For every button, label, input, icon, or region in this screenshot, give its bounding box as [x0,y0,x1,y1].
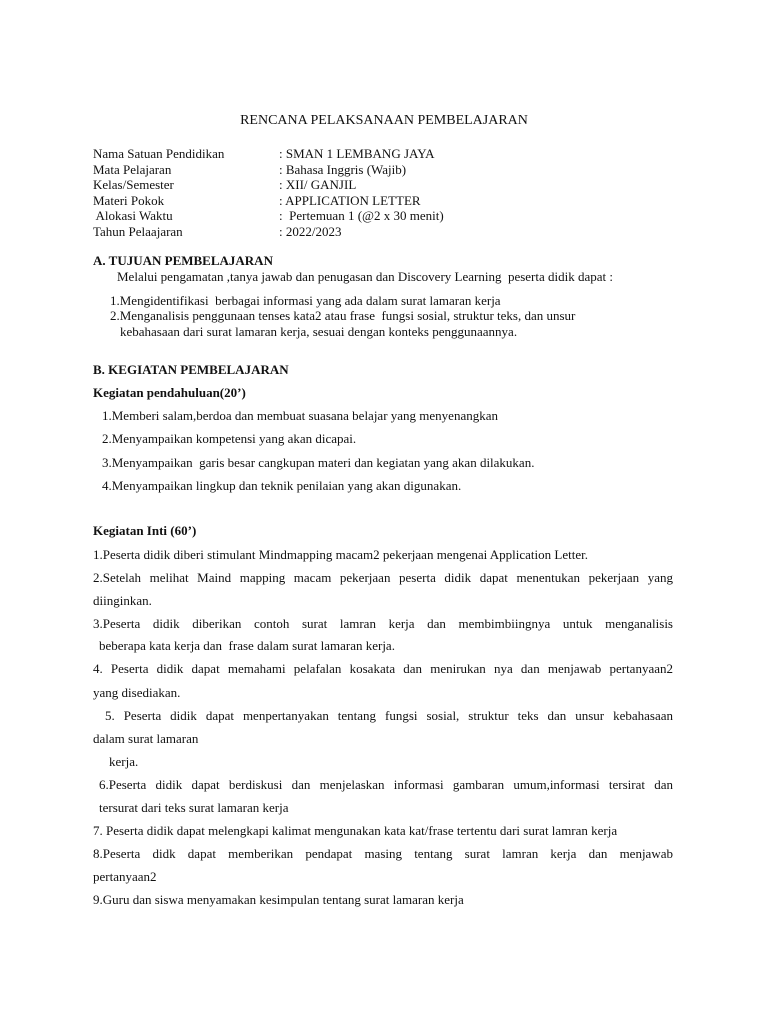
identity-table [93,146,444,239]
meta-row [93,162,444,178]
inti-line: tersurat dari teks surat lamaran kerja [99,800,289,815]
meta-label: Nama Satuan Pendidikan [93,146,225,161]
page-title: RENCANA PELAKSANAAN PEMBELAJARAN [240,113,528,128]
objective-item: 1.Mengidentifikasi berbagai informasi yang ada dalam surat lamaran kerja [110,293,501,308]
meta-row [93,177,444,193]
objective-item: 2.Menganalisis penggunaan tenses kata2 atau frase fungsi sosial, struktur teks, dan unsur [110,308,576,323]
section-a-heading: A. TUJUAN PEMBELAJARAN [93,253,273,268]
inti-line: diinginkan. [93,593,152,608]
inti-line: 7. Peserta didik dapat melengkapi kalimat mengunakan kata kat/frase tertentu dari surat lamran kerja [93,823,618,838]
meta-label: Kelas/Semester [93,177,174,192]
meta-label: Alokasi Waktu [93,208,173,223]
meta-label: Materi Pokok [93,192,165,208]
meta-value: : SMAN 1 LEMBANG JAYA [279,146,435,161]
pendahuluan-item: 1.Memberi salam,berdoa dan membuat suasana belajar yang menyenangkan [102,408,498,423]
inti-line: yang disediakan. [93,685,181,700]
inti-line: 5. Peserta didik dapat menpertanyakan tentang fungsi sosial, struktur teks dan unsur kebahasaan [105,708,673,723]
inti-line: 8.Peserta didk dapat memberikan pendapat masing tentang surat lamran kerja dan menjawab [93,846,673,861]
inti-line: 2.Setelah melihat Maind mapping macam pekerjaan peserta didik dapat menentukan pekerjaan yang [93,570,673,585]
objective-item: kebahasaan dari surat lamaran kerja, sesuai dengan konteks penggunaannya. [120,324,518,339]
section-a-intro: Melalui pengamatan ,tanya jawab dan penugasan dan Discovery Learning peserta didik dapat : [117,269,613,284]
inti-line: beberapa kata kerja dan frase dalam surat lamaran kerja. [99,638,395,653]
section-b-heading: B. KEGIATAN PEMBELAJARAN [93,362,289,377]
meta-value: : Pertemuan 1 (@2 x 30 menit) [279,208,444,223]
meta-label: Mata Pelajaran [93,161,172,177]
meta-row [93,193,444,209]
pendahuluan-item: 4.Menyampaikan lingkup dan teknik penilaian yang akan digunakan. [102,478,462,493]
inti-line: 4. Peserta didik dapat memahami pelafalan kosakata dan menirukan nya dan menjawab pertanyaan2 [93,661,673,676]
meta-row [93,208,444,224]
inti-line: kerja. [109,754,139,769]
meta-label: Tahun Pelaajaran [93,223,183,239]
inti-line: 6.Peserta didik dapat berdiskusi dan menjelaskan informasi gambaran umum,informasi tersirat dan [99,777,673,792]
inti-line: pertanyaan2 [93,869,157,884]
meta-value: : 2022/2023 [279,223,342,239]
inti-line: dalam surat lamaran [93,731,199,746]
pendahuluan-item: 3.Menyampaikan garis besar cangkupan materi dan kegiatan yang akan dilakukan. [102,455,535,470]
meta-row [93,224,444,240]
inti-line: 9.Guru dan siswa menyamakan kesimpulan tentang surat lamaran kerja [93,892,464,907]
pendahuluan-heading: Kegiatan pendahuluan(20’) [93,385,246,400]
meta-value: : XII/ GANJIL [279,177,357,192]
inti-heading: Kegiatan Inti (60’) [93,523,197,538]
meta-value: : Bahasa Inggris (Wajib) [279,161,407,177]
meta-value: : APPLICATION LETTER [279,192,421,208]
meta-row [93,146,444,162]
inti-line: 1.Peserta didik diberi stimulant Mindmapping macam2 pekerjaan mengenai Application Letter. [93,547,588,562]
pendahuluan-item: 2.Menyampaikan kompetensi yang akan dicapai. [102,431,357,446]
inti-line: 3.Peserta didik diberikan contoh surat lamran kerja dan membimbiingnya untuk menganalisis [93,616,673,631]
